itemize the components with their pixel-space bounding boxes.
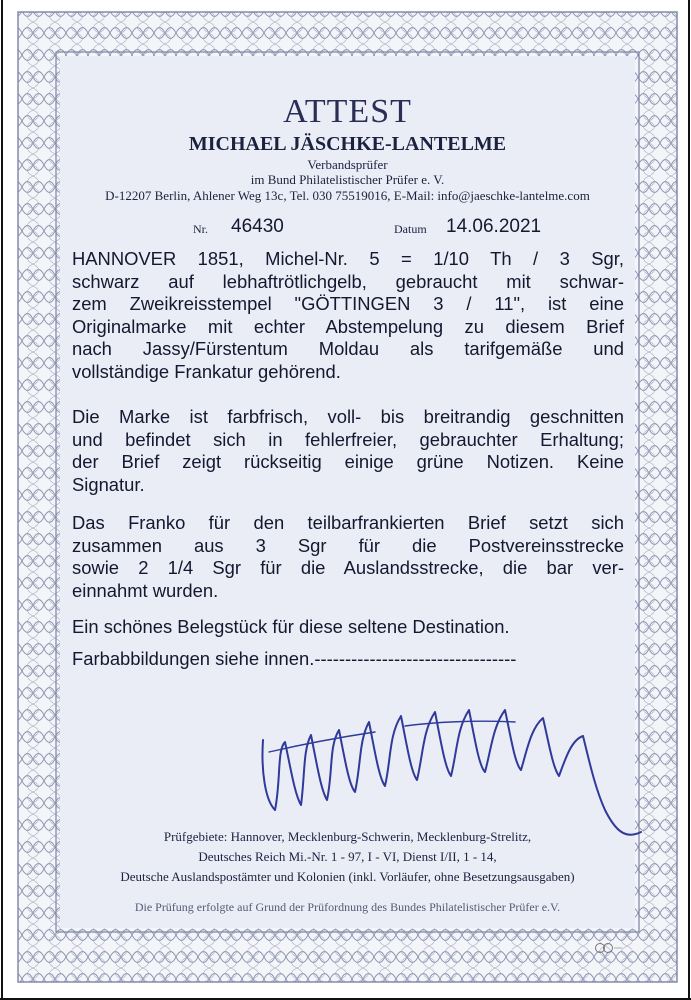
text-line: Farbabbildungen siehe innen.--------------------------------- — [72, 648, 517, 669]
examination-fields-line: Prüfgebiete: Hannover, Mecklenburg-Schwerin, Mecklenburg-Strelitz, — [163, 829, 532, 844]
certificate-number-label: Nr. — [193, 222, 208, 236]
text-line: Signatur. — [72, 473, 145, 495]
text-line: Das Franko für den teilbarfrankierten Brief setzt sich — [72, 512, 624, 533]
text-line: vollständige Frankatur gehörend. — [72, 360, 341, 382]
text-line: nach Jassy/Fürstentum Moldau als tarifgemäße und — [72, 338, 624, 360]
examiner-name: MICHAEL JÄSCHKE-LANTELME — [188, 133, 507, 155]
certificate-number: 46430 — [231, 216, 284, 237]
text-line: zem Zweikreisstempel "GÖTTINGEN 3 / 11", ist eine — [72, 293, 624, 315]
certificate-title: ATTEST — [283, 93, 412, 130]
examination-fields-line: Deutsche Auslandspostämter und Kolonien (inkl. Vorläufer, ohne Besetzungsausgaben) — [120, 869, 575, 884]
text-line: zusammen aus 3 Sgr für die Postvereinsstrecke — [72, 534, 624, 556]
paragraph-postage — [72, 512, 624, 602]
text-line: einnahmt wurden. — [72, 579, 219, 601]
text-line: Originalmarke mit echter Abstempelung zu diesem Brief — [72, 315, 624, 337]
paragraph-condition — [72, 406, 624, 496]
text-line: und befindet sich in fehlerfreier, gebrauchter Erhaltung; — [72, 428, 624, 450]
paragraph-images-note — [72, 648, 624, 671]
examination-rules-note: Die Prüfung erfolgte auf Grund der Prüfordnung des Bundes Philatelistischer Prüfer e.V. — [134, 900, 561, 914]
paragraph-stamp-description — [72, 248, 624, 384]
examiner-role: Verbandsprüfer — [307, 157, 388, 172]
certificate-date-label: Datum — [394, 222, 427, 236]
text-line: Die Marke ist farbfrisch, voll- bis breitrandig geschnitten — [72, 406, 624, 427]
paragraph-verdict — [72, 616, 624, 639]
printer-logo-icon — [594, 942, 622, 954]
examination-fields-line: Deutsches Reich Mi.-Nr. 1 - 97, I - VI, Dienst I/II, 1 - 14, — [198, 849, 497, 864]
text-line: sowie 2 1/4 Sgr für die Auslandsstrecke, die bar ver- — [72, 557, 624, 579]
text-line: der Brief zeigt rückseitig einige grüne Notizen. Keine — [72, 451, 624, 473]
certificate-date: 14.06.2021 — [446, 216, 542, 237]
text-line: Ein schönes Belegstück für diese seltene Destination. — [72, 616, 510, 637]
text-line: schwarz auf lebhaftrötlichgelb, gebraucht mit schwar- — [72, 270, 624, 292]
text-line: HANNOVER 1851, Michel-Nr. 5 = 1/10 Th / 3 Sgr, — [72, 248, 624, 269]
examiner-address: D-12207 Berlin, Ahlener Weg 13c, Tel. 030 75519016, E-Mail: info@jaeschke-lantelme.com — [105, 188, 590, 203]
examiner-association: im Bund Philatelistischer Prüfer e. V. — [250, 172, 445, 187]
